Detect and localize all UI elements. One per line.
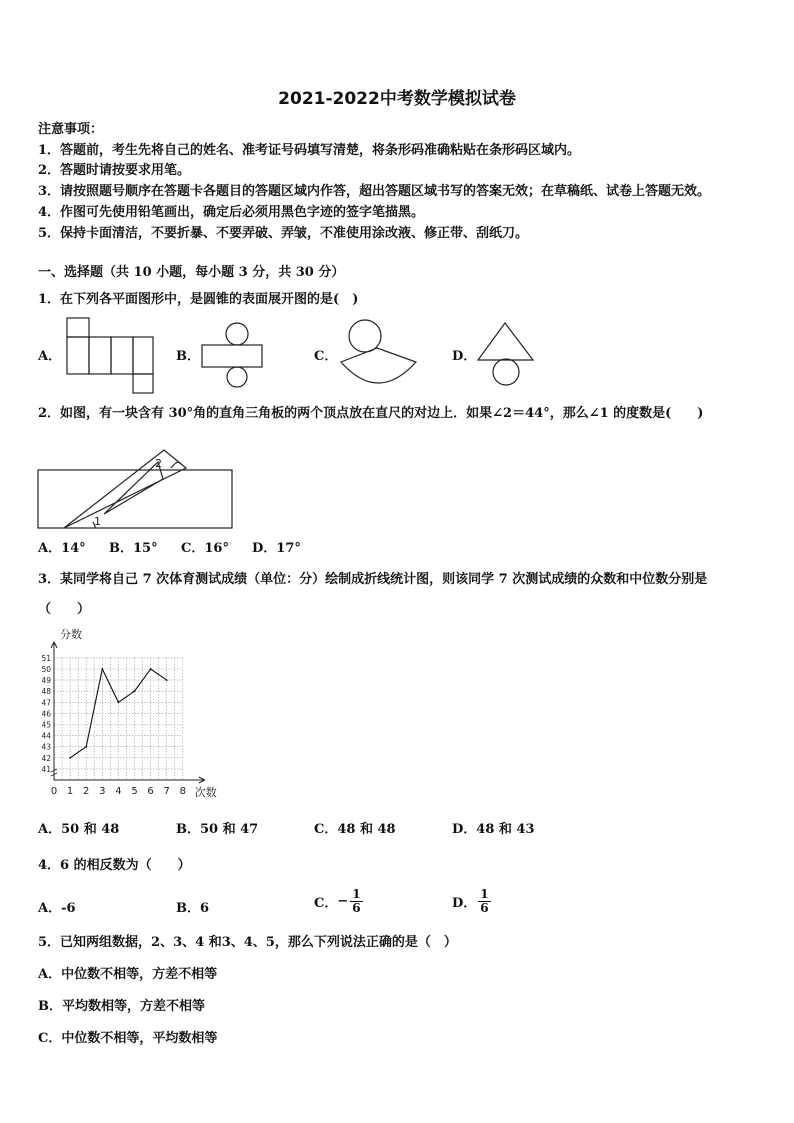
section-heading: 一、选择题（共 10 小题，每小题 3 分，共 30 分） (38, 265, 345, 280)
page-title: 2021-2022中考数学模拟试卷 (278, 89, 516, 109)
y-tick-label: 47 (41, 698, 51, 708)
q4-option-c-minus: − (337, 894, 349, 909)
y-tick-label: 45 (41, 720, 51, 730)
q3-option-c[interactable]: C．48 和 48 (314, 822, 396, 837)
y-tick-label: 41 (41, 764, 51, 774)
q1-figure-c-cone-net-correct (336, 318, 418, 390)
q3-line-chart (36, 627, 226, 808)
q4-option-a[interactable]: A．-6 (38, 901, 76, 916)
x-tick-label: 2 (83, 786, 90, 797)
notice-item-2: 2．答题时请按要求用笔。 (38, 163, 191, 178)
x-tick-label: 3 (99, 786, 106, 797)
q1-figure-b-cylinder-net (198, 320, 264, 388)
q1-figure-a-cube-net (64, 316, 156, 396)
q1-option-d-label[interactable]: D． (452, 349, 477, 364)
q4-option-d-denominator: 6 (480, 901, 489, 915)
q3-option-b[interactable]: B．50 和 47 (176, 822, 259, 837)
x-tick-label: 4 (115, 786, 122, 797)
q4-option-c[interactable] (314, 888, 363, 915)
q2-angle-1-label: 1 (94, 515, 101, 528)
data-point (166, 679, 168, 681)
q5-stem: 5．已知两组数据，2、3、4 和3、4、5，那么下列说法正确的是（ ） (38, 935, 457, 950)
q3-stem-paren: （ ） (38, 602, 91, 617)
q2-option-b[interactable]: B．15° (109, 541, 158, 556)
y-tick-label: 43 (41, 742, 51, 752)
q4-option-d[interactable] (452, 888, 491, 915)
q4-option-c-label: C． (314, 896, 338, 911)
q2-stem: 2．如图，有一块含有 30°角的直角三角板的两个顶点放在直尺的对边上．如果∠2＝44°，那么∠1 的度数是( ) (38, 406, 704, 421)
y-axis-label: 分数 (60, 627, 82, 641)
q2-angle-2-label: 2 (155, 457, 162, 470)
notice-item-1: 1．答题前，考生先将自己的姓名、准考证号码填写清楚，将条形码准确粘贴在条形码区域内。 (38, 143, 581, 158)
q5-option-c[interactable]: C．中位数不相等，平均数相等 (38, 1031, 218, 1046)
x-tick-label: 0 (50, 786, 58, 797)
q2-option-c[interactable]: C．16° (181, 541, 229, 556)
q4-option-c-denominator: 6 (352, 901, 361, 915)
q1-option-b-label[interactable]: B． (176, 349, 200, 364)
y-tick-label: 49 (41, 676, 51, 686)
x-axis-label: 次数 (194, 786, 217, 799)
q4-option-d-label: D． (452, 896, 477, 911)
data-point (134, 690, 136, 692)
q1-option-a-label[interactable]: A． (38, 349, 62, 364)
data-point (85, 746, 87, 748)
q3-option-a[interactable]: A．50 和 48 (38, 822, 120, 837)
y-tick-label: 51 (41, 653, 51, 663)
q2-figure-ruler-triangle (36, 446, 236, 532)
q4-option-d-numerator: 1 (480, 887, 489, 901)
data-point (101, 668, 103, 670)
q2-option-d[interactable]: D．17° (252, 541, 301, 556)
q5-option-a[interactable]: A．中位数不相等，方差不相等 (38, 967, 218, 982)
data-point (118, 701, 120, 703)
y-tick-label: 44 (41, 731, 51, 741)
data-point (69, 757, 71, 759)
q1-option-c-label[interactable]: C． (314, 349, 338, 364)
q2-option-a[interactable]: A．14° (38, 541, 86, 556)
q3-stem: 3．某同学将自己 7 次体育测试成绩（单位：分）绘制成折线统计图，则该同学 7 次测试成绩的众数和中位数分别是 (38, 572, 708, 587)
notice-item-3: 3．请按照题号顺序在答题卡各题目的答题区域内作答，超出答题区域书写的答案无效；在草稿纸、试卷上答题无效。 (38, 184, 711, 199)
y-tick-label: 50 (41, 665, 51, 674)
q4-option-d-fraction (478, 888, 490, 915)
x-tick-label: 8 (179, 786, 186, 797)
data-point (150, 668, 152, 670)
x-tick-label: 1 (66, 786, 74, 797)
q3-option-d[interactable]: D．48 和 43 (452, 822, 535, 837)
q5-option-b[interactable]: B．平均数相等，方差不相等 (38, 999, 205, 1014)
x-tick-label: 5 (131, 786, 138, 797)
notice-item-5: 5．保持卡面清洁，不要折暴、不要弄破、弄皱，不准使用涂改液、修正带、刮纸刀。 (38, 226, 529, 241)
y-tick-label: 46 (41, 709, 51, 719)
q1-figure-d-triangle-circle (474, 320, 536, 388)
notice-item-4: 4．作图可先使用铅笔画出，确定后必须用黑色字迹的签字笔描黑。 (38, 205, 425, 220)
q1-stem: 1．在下列各平面图形中，是圆锥的表面展开图的是( ) (38, 292, 359, 307)
q4-option-c-numerator: 1 (352, 887, 361, 901)
notice-heading: 注意事项： (38, 122, 104, 137)
x-tick-label: 6 (147, 786, 154, 797)
q4-stem: 4．6 的相反数为（ ） (38, 858, 191, 873)
q4-option-c-fraction (350, 888, 362, 915)
q4-option-b[interactable]: B．6 (176, 901, 210, 916)
y-tick-label: 42 (41, 753, 51, 763)
y-tick-label: 48 (41, 687, 51, 697)
x-tick-label: 7 (163, 786, 170, 797)
